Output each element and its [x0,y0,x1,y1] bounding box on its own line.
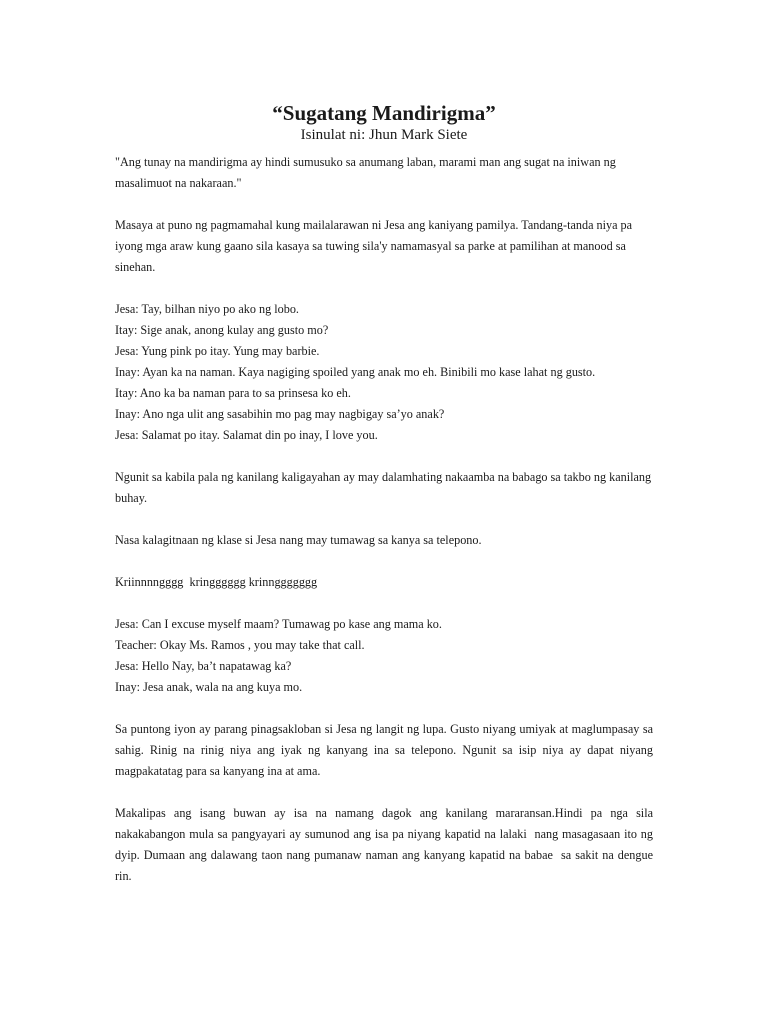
dialogue-line: Jesa: Yung pink po itay. Yung may barbie. [115,344,320,358]
dialogue-line: Itay: Ano ka ba naman para to sa prinsesa ko eh. [115,386,351,400]
dialogue-family [115,299,653,446]
dialogue-line: Teacher: Okay Ms. Ramos , you may take that call. [115,638,365,652]
opening-quote: "Ang tunay na mandirigma ay hindi sumusuko sa anumang laban, marami man ang sugat na iniwan ng masalimuot na nakaraan." [115,155,616,190]
dialogue-line: Jesa: Can I excuse myself maam? Tumawag po kase ang mama ko. [115,617,442,631]
dialogue-line: Jesa: Salamat po itay. Salamat din po inay, I love you. [115,428,378,442]
dialogue-line: Jesa: Hello Nay, ba’t napatawag ka? [115,659,292,673]
author-line: Isinulat ni: Jhun Mark Siete [300,127,468,143]
dialogue-line: Inay: Ano nga ulit ang sasabihin mo pag may nagbigay sa’yo anak? [115,407,445,421]
ring-sound: Kriinnnngggg kringggggg krinnggggggg [115,575,318,589]
paragraph-phone-call: Nasa kalagitnaan ng klase si Jesa nang may tumawag sa kanya sa telepono. [115,533,482,547]
dialogue-line: Inay: Jesa anak, wala na ang kuya mo. [115,680,303,694]
story-body [115,152,657,908]
dialogue-line: Itay: Sige anak, anong kulay ang gusto mo? [115,323,329,337]
dialogue-line: Jesa: Tay, bilhan niyo po ako ng lobo. [115,302,299,316]
paragraph-sorrow: Ngunit sa kabila pala ng kanilang kaligayahan ay may dalamhating nakaamba na babago sa takbo ng kanilang buhay. [115,470,652,505]
paragraph-family: Masaya at puno ng pagmamahal kung mailalarawan ni Jesa ang kaniyang pamilya. Tandang-tanda niya pa iyong mga araw kung gaano sila kasaya sa tuwing sila'y namamasyal sa parke at pamilihan at manood sa sinehan. [115,218,633,274]
paragraph-grief: Sa puntong iyon ay parang pinagsakloban si Jesa ng langit ng lupa. Gusto niyang umiyak at maglumpasay sa sahig. Rinig na rinig niya ang iyak ng kanyang ina sa telepono. Ngunit sa isip niya ay dapat niyang magpakatatag para sa kanyang ina at ama. [115,722,653,778]
paragraph-losses: Makalipas ang isang buwan ay isa na namang dagok ang kanilang mararansan.Hindi pa nga sila nakakabangon mula sa pangyayari ay sumunod ang isa pa niyang kapatid na lalaki nang masagasaan ito ng dyip. Dumaan ang dalawang taon nang pumanaw naman ang kanyang kapatid na babae sa sakit na dengue rin. [115,806,657,883]
dialogue-phone [115,614,653,698]
story-title: “Sugatang Mandirigma” [272,101,496,125]
dialogue-line: Inay: Ayan ka na naman. Kaya nagiging spoiled yang anak mo eh. Binibili mo kase lahat ng gusto. [115,365,596,379]
